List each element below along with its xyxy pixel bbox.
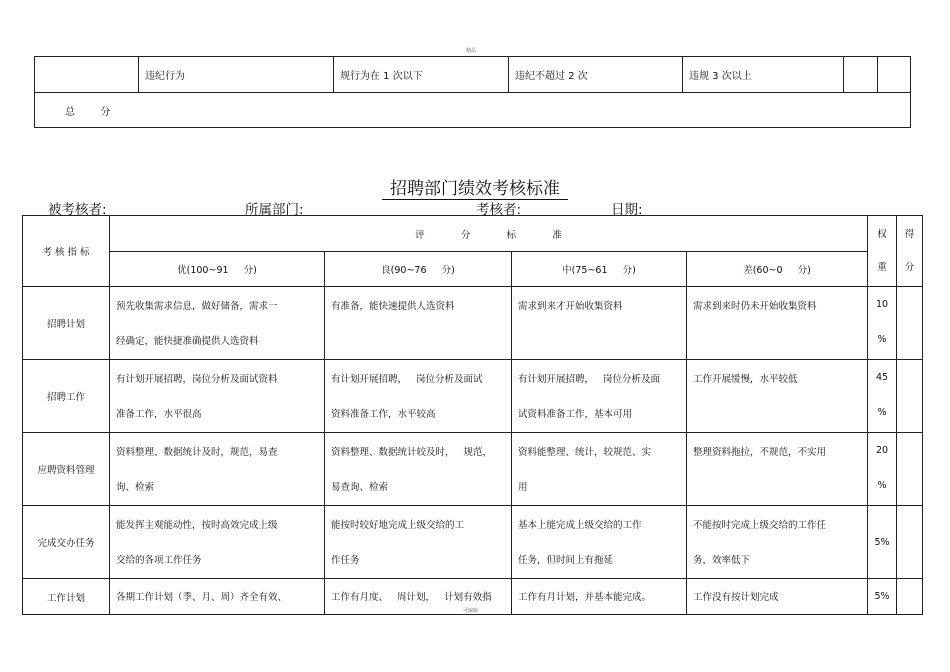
cell-line: 资料整理、数据统计及时，规范，易查 <box>116 447 278 458</box>
cell-line: 能发挥主观能动性，按时高效完成上级 <box>116 520 278 531</box>
cell-line: 能按时较好地完成上级交给的工 <box>331 520 465 531</box>
violation-label: 违纪行为 <box>139 57 334 93</box>
title-text: 招聘部门绩效考核标准 <box>382 179 568 200</box>
weight-cell <box>868 360 897 433</box>
excellent-cell <box>110 506 325 579</box>
score-cell <box>897 360 923 433</box>
cell-line: 试资料准备工作，基本可用 <box>518 409 633 420</box>
total-row <box>35 93 911 128</box>
top-weight-cell <box>844 57 878 93</box>
weight-value: 45 <box>875 372 889 383</box>
poor-cell <box>687 506 868 579</box>
cell-line: 有计划开展招聘， 岗位分析及面 <box>518 374 661 385</box>
examiner-label: 考核者: <box>476 202 522 218</box>
table-row <box>23 506 923 579</box>
cell-line: 工作有月度、 周计划， 计划有效指 <box>331 592 492 603</box>
page-header-mark: 精品 <box>466 48 477 54</box>
table-row <box>23 579 923 615</box>
department-label: 所属部门: <box>245 202 304 218</box>
score-cell <box>897 287 923 360</box>
cell-line: 资料整理、数据统计较及时， 规范， <box>331 447 493 458</box>
cell-line: 工作没有按计划完成 <box>693 592 779 603</box>
fair-header: 中(75~61 分) <box>512 252 687 287</box>
header-row-2 <box>23 252 923 287</box>
score-header <box>897 216 923 287</box>
fair-cell <box>512 360 687 433</box>
weight-value: 5% <box>874 536 890 548</box>
row-name: 完成交办任务 <box>23 506 110 579</box>
excellent-header: 优(100~91 分) <box>110 252 325 287</box>
cell-line: 需求到来时仍未开始收集资料 <box>693 301 817 312</box>
page-footer-mark: 可编辑 <box>463 608 479 614</box>
excellent-cell <box>110 360 325 433</box>
poor-cell <box>687 579 868 615</box>
weight-unit: % <box>877 480 887 491</box>
poor-cell <box>687 360 868 433</box>
cell-line: 基本上能完成上级交给的工作 <box>518 520 642 531</box>
weight-value: 10 <box>875 299 889 310</box>
cell-line: 工作开展缓慢，水平较低 <box>693 374 798 385</box>
fair-cell <box>512 579 687 615</box>
top-table <box>34 56 911 128</box>
poor-cell <box>687 287 868 360</box>
poor-header: 差(60~0 分) <box>687 252 868 287</box>
weight-cell <box>868 506 897 579</box>
good-header: 良(90~76 分) <box>325 252 512 287</box>
cell-line: 作任务 <box>331 555 360 566</box>
cell-line: 经确定，能快捷准确提供人选资料 <box>116 336 259 347</box>
weight-value: 5% <box>874 591 890 602</box>
row-name: 工作计划 <box>23 579 110 615</box>
fair-cell <box>512 287 687 360</box>
cell-line: 询、检索 <box>116 482 155 493</box>
cell-line: 用 <box>518 482 528 493</box>
cell-line: 有计划开展招聘， 岗位分析及面试 <box>331 374 483 385</box>
weight-header-top: 权 <box>877 229 887 240</box>
cell-line: 易查询、检索 <box>331 482 389 493</box>
fair-cell <box>512 506 687 579</box>
excellent-cell <box>110 433 325 506</box>
cell-line: 有计划开展招聘，岗位分析及面试资料 <box>116 374 278 385</box>
weight-value: 20 <box>875 445 889 456</box>
cell-line: 交给的各项工作任务 <box>116 555 202 566</box>
cell-line: 整理资料拖拉，不规范，不实用 <box>693 447 827 458</box>
indicator-header: 考 核 指 标 <box>23 216 110 287</box>
violation-good: 违纪不超过 2 次 <box>509 57 683 93</box>
cell-line: 资料能整理、统计，较规范、实 <box>518 447 652 458</box>
excellent-cell <box>110 287 325 360</box>
cell-line: 务，效率低下 <box>693 555 751 566</box>
score-header-top: 得 <box>904 229 915 240</box>
criteria-header: 评 分 标 准 <box>110 216 868 252</box>
violation-fair: 违规 3 次以上 <box>683 57 844 93</box>
table-row <box>23 287 923 360</box>
top-empty-cell <box>35 57 139 93</box>
good-cell <box>325 360 512 433</box>
top-score-cell <box>878 57 911 93</box>
examinee-label: 被考核者: <box>48 202 107 218</box>
score-cell <box>897 579 923 615</box>
cell-line: 预先收集需求信息，做好储备，需求一 <box>116 301 278 312</box>
weight-header-bottom: 重 <box>877 262 887 273</box>
table-row <box>23 360 923 433</box>
cell-line: 任务，但时间上有拖延 <box>518 555 614 566</box>
cell-line: 工作有月计划，并基本能完成。 <box>518 592 652 603</box>
total-label: 总 分 <box>35 93 911 128</box>
cell-line: 有准备，能快速提供人选资料 <box>331 301 455 312</box>
score-header-bottom: 分 <box>904 262 915 273</box>
cell-line: 各期工作计划（季、月、周）齐全有效、 <box>116 592 288 603</box>
row-name: 招聘计划 <box>23 287 110 360</box>
date-label: 日期: <box>611 202 643 218</box>
cell-line: 需求到来才开始收集资料 <box>518 301 623 312</box>
table-row <box>23 433 923 506</box>
weight-unit: % <box>877 334 887 345</box>
excellent-cell <box>110 579 325 615</box>
fair-cell <box>512 433 687 506</box>
good-cell <box>325 506 512 579</box>
violation-excellent: 规行为在 1 次以下 <box>334 57 509 93</box>
weight-cell <box>868 287 897 360</box>
weight-cell <box>868 579 897 615</box>
cell-line: 资料准备工作，水平较高 <box>331 409 436 420</box>
criteria-table <box>22 215 923 615</box>
weight-unit: % <box>877 407 887 418</box>
poor-cell <box>687 433 868 506</box>
row-name: 应聘资料管理 <box>23 433 110 506</box>
weight-header <box>868 216 897 287</box>
top-table-row <box>35 57 911 93</box>
score-cell <box>897 433 923 506</box>
weight-cell <box>868 433 897 506</box>
header-row-1 <box>23 216 923 252</box>
score-cell <box>897 506 923 579</box>
good-cell <box>325 433 512 506</box>
page-title <box>0 174 950 199</box>
row-name: 招聘工作 <box>23 360 110 433</box>
good-cell <box>325 579 512 615</box>
cell-line: 准备工作，水平很高 <box>116 409 202 420</box>
cell-line: 不能按时完成上级交给的工作任 <box>693 520 827 531</box>
good-cell <box>325 287 512 360</box>
